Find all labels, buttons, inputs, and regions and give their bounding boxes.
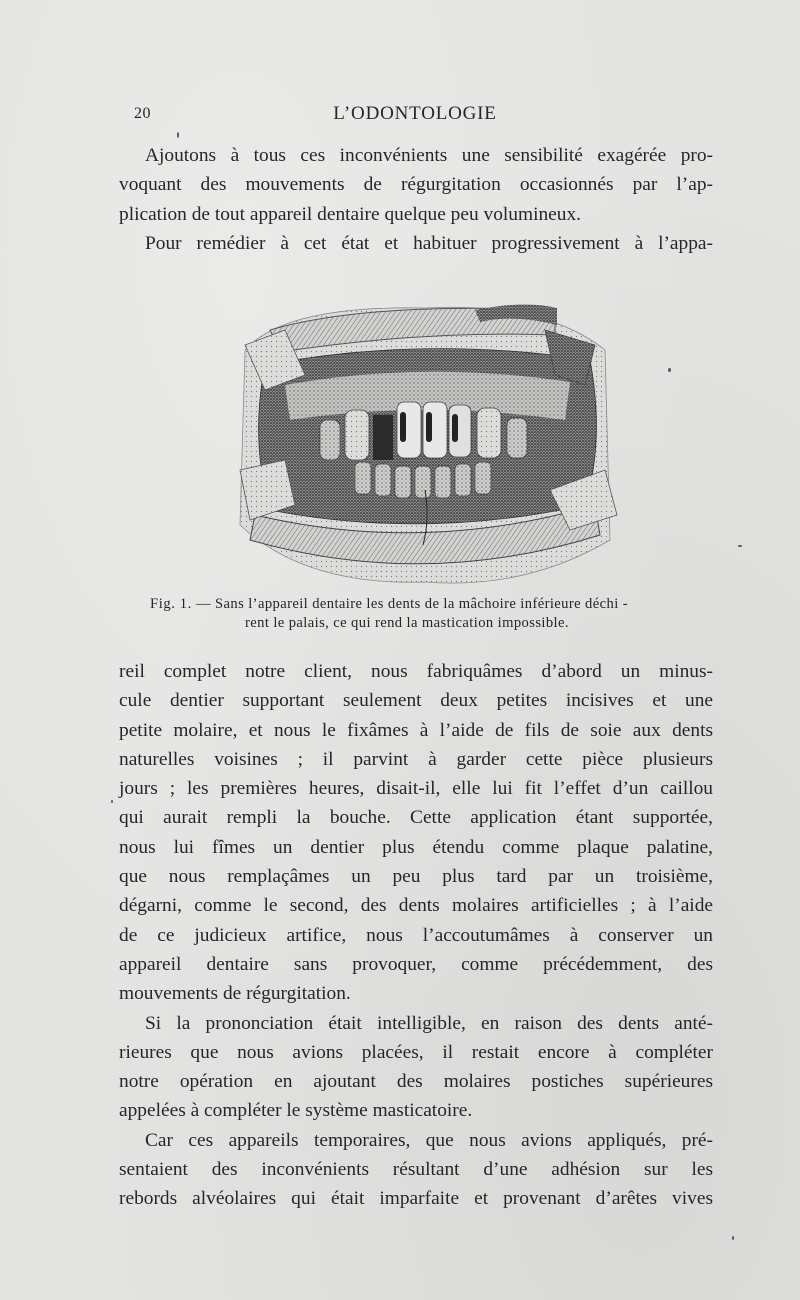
upper-teeth (320, 402, 527, 460)
text-block-top (119, 141, 713, 258)
text-line: rieures que nous avions placées, il restait encore à compléter (119, 1041, 713, 1063)
running-title: L’ODONTOLOGIE (333, 103, 497, 124)
paragraph-2-start (119, 229, 713, 258)
text-line: naturelles voisines ; il parvint à garder cette pièce plusieurs (119, 748, 713, 770)
text-line: dégarni, comme le second, des dents molaires artificielles ; à l’aide (119, 895, 713, 917)
text-line: Ajoutons à tous ces inconvénients une sensibilité exagérée pro- (145, 145, 713, 166)
text-line: Si la prononciation était intelligible, en raison des dents anté- (145, 1012, 713, 1034)
lower-teeth (355, 462, 491, 498)
text-line: cule dentier supportant seulement deux petites incisives et une (119, 690, 713, 712)
text-line: jours ; les premières heures, disait-il, elle lui fit l’effet d’un caillou (119, 778, 713, 800)
paper-speck (732, 1236, 734, 1240)
figure-caption (150, 595, 670, 633)
text-line: qui aurait rempli la bouche. Cette application étant supportée, (119, 807, 713, 829)
text-line: Car ces appareils temporaires, que nous avions appliqués, pré- (145, 1129, 713, 1151)
figure-label: Fig. 1. (150, 596, 192, 612)
text-line: Pour remédier à cet état et habituer progressivement à l’appa- (145, 232, 713, 254)
caption-line-2: rent le palais, ce qui rend la mastication impossible. (245, 615, 569, 631)
page-number: 20 (134, 105, 151, 122)
text-line: voquant des mouvements de régurgitation occasionnés par l’ap- (119, 174, 713, 196)
text-block-bottom (119, 657, 713, 1214)
text-line: que nous remplaçâmes un peu plus tard par un troisième, (119, 866, 713, 888)
caption-line-1 (150, 595, 670, 614)
text-line: de ce judicieux artifice, nous l’accoutumâmes à conserver un (119, 924, 713, 946)
paper-speck (111, 800, 113, 803)
paragraph-1 (119, 141, 713, 229)
text-line: notre opération en ajoutant des molaires postiches supérieures (119, 1071, 713, 1093)
text-line: rebords alvéolaires qui était imparfaite et provenant d’arêtes vives (119, 1188, 713, 1210)
paragraph-3 (119, 1009, 713, 1126)
text-line: mouvements de régurgitation. (119, 983, 351, 1005)
running-head (0, 103, 800, 127)
text-line: sentaient des inconvénients résultant d’une adhésion sur les (119, 1159, 713, 1181)
mouth-illustration (225, 290, 620, 590)
paragraph-2-continued (119, 657, 713, 1009)
paper-speck (177, 132, 179, 138)
text-line: reil complet notre client, nous fabriquâmes d’abord un minus- (119, 661, 713, 682)
paper-speck (738, 545, 742, 547)
text-line: petite molaire, et nous le fixâmes à l’aide de fils de soie aux dents (119, 719, 713, 741)
paper-speck (668, 368, 671, 372)
text-line: appelées à compléter le système masticatoire. (119, 1100, 473, 1122)
caption-text-1: — Sans l’appareil dentaire les dents de la mâchoire inférieure déchi - (191, 596, 628, 612)
text-line: appareil dentaire sans provoquer, comme précédemment, des (119, 953, 713, 975)
paragraph-4 (119, 1126, 713, 1214)
text-line: nous lui fîmes un dentier plus étendu comme plaque palatine, (119, 836, 713, 858)
text-line: plication de tout appareil dentaire quelque peu volumineux. (119, 203, 581, 225)
